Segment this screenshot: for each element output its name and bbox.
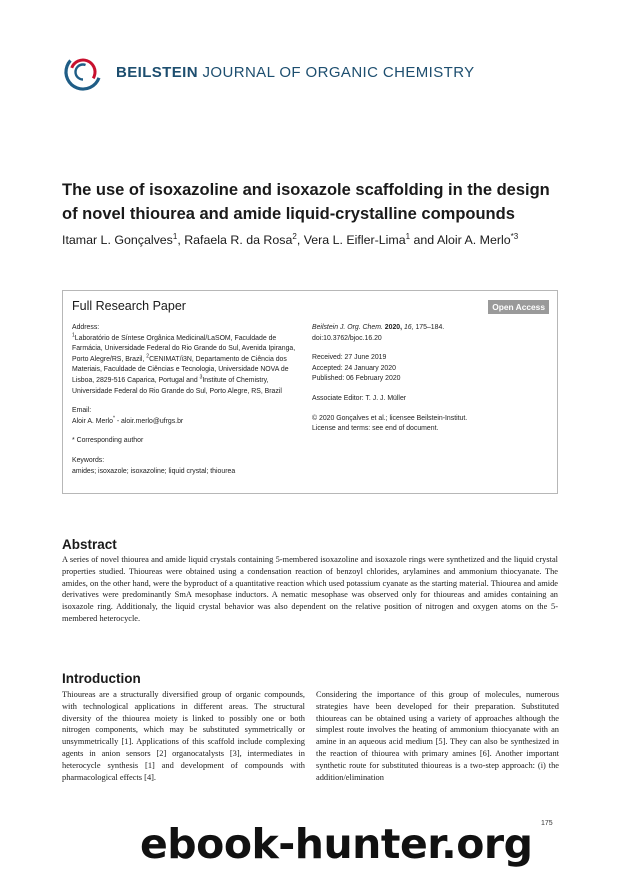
introduction-heading: Introduction bbox=[62, 671, 141, 686]
copyright-line: © 2020 Gonçalves et al.; licensee Beilstein-Institut. bbox=[312, 414, 468, 422]
citation-volume: 16, bbox=[403, 324, 414, 331]
affiliation-text: Laboratório de Síntese Orgânica Medicinal/LaSOM, Faculdade de Farmácia, Universidade Federal do Rio Grande do Sul, Avenida Ipiranga, Porto Alegre/RS, Brazil, bbox=[72, 334, 296, 363]
author-affiliation: 1 bbox=[405, 231, 411, 241]
article-info-box bbox=[62, 290, 558, 494]
accepted-date: Accepted: 24 January 2020 bbox=[312, 364, 396, 372]
author-affiliation: *3 bbox=[510, 231, 519, 241]
watermark: ebook-hunter.org bbox=[140, 820, 533, 868]
journal-name-rest: JOURNAL OF ORGANIC CHEMISTRY bbox=[197, 63, 475, 81]
author-affiliation: 2 bbox=[292, 231, 297, 241]
citation-pages: 175–184. bbox=[415, 324, 445, 331]
keywords-label: Keywords: bbox=[72, 456, 105, 464]
abstract-heading: Abstract bbox=[62, 537, 117, 552]
affiliation-text: Institute of Chemistry, Universidade Federal do Rio Grande do Sul, Porto Alegre, RS, Brazil bbox=[72, 376, 282, 395]
affiliation-number: 2 bbox=[146, 353, 150, 360]
author-separator: and bbox=[410, 233, 437, 247]
page-number: 175 bbox=[541, 820, 553, 827]
affiliation-text: CENIMAT/i3N, Departamento de Ciência dos Materiais, Faculdade de Ciências e Tecnologia, Universidade NOVA de Lisboa, 2829-516 Caparica, Portugal and bbox=[72, 355, 289, 384]
journal-name bbox=[116, 64, 475, 81]
keywords-list: amides; isoxazole; isoxazoline; liquid crystal; thiourea bbox=[72, 467, 236, 475]
author-name: Vera L. Eifler-Lima bbox=[303, 233, 406, 247]
license-line: License and terms: see end of document. bbox=[312, 425, 439, 433]
author-separator: , bbox=[296, 233, 304, 247]
affiliation-number: 1 bbox=[72, 332, 75, 339]
email-label: Email: bbox=[72, 407, 92, 415]
address-text bbox=[72, 334, 307, 398]
affiliation-number: 3 bbox=[199, 374, 203, 381]
associate-editor: Associate Editor: T. J. J. Müller bbox=[312, 394, 407, 402]
article-type-heading: Full Research Paper bbox=[72, 299, 186, 313]
email-address-link[interactable]: - aloir.merlo@ufrgs.br bbox=[114, 417, 184, 425]
introduction-column-right: Considering the importance of this group of molecules, numerous strategies have been developed for their preparation. Substituted thioureas can be obtained using a variety of approaches although the simplest route involves the heating of ammonium thiocyanate with an amine in an aqueous acid medium [5]. They can also be synthesized in the reaction of thiourea with primary amines [6]. Another important synthetic route for substituted thioureas is a two-step approach: (i) the addition/elimination bbox=[316, 690, 559, 782]
email-author: Aloir A. Merlo bbox=[72, 417, 113, 425]
doi-link[interactable]: doi:10.3762/bjoc.16.20 bbox=[312, 334, 382, 342]
citation-journal: Beilstein J. Org. Chem. bbox=[312, 324, 383, 331]
address-label: Address: bbox=[72, 324, 100, 331]
paper-title: The use of isoxazoline and isoxazole scaffolding in the design of novel thiourea and amide liquid-crystalline compounds bbox=[62, 181, 550, 223]
journal-logo-icon bbox=[62, 51, 104, 93]
citation-year: 2020, bbox=[384, 324, 403, 331]
journal-name-bold: BEILSTEIN bbox=[116, 63, 198, 81]
received-date: Received: 27 June 2019 bbox=[312, 354, 387, 362]
citation-line bbox=[312, 323, 552, 334]
published-date: Published: 06 February 2020 bbox=[312, 375, 401, 383]
article-info-right bbox=[312, 323, 552, 435]
corresponding-note: * Corresponding author bbox=[72, 437, 144, 445]
author-list bbox=[62, 233, 582, 247]
author-name: Itamar L. Gonçalves bbox=[62, 233, 173, 247]
article-info-left bbox=[72, 323, 307, 477]
introduction-column-left: Thioureas are a structurally diversified group of organic compounds, with technological applications in different areas. The structural diversity of the thiourea moiety is linked to possibly one or both nitrogen components, which may be substituted symmetrically or unsymmetrically [1]. Applications of this scaffold include complexing agents in anion sensors [2] organocatalysts [3], intermediates in heterocycle synthesis [1] and development of compounds with pharmacological effects [4]. bbox=[62, 690, 305, 782]
author-affiliation: 1 bbox=[172, 231, 178, 241]
journal-header bbox=[62, 50, 475, 94]
author-separator: , bbox=[177, 233, 185, 247]
email-line bbox=[72, 417, 307, 428]
abstract-text: A series of novel thiourea and amide liquid crystals containing 5-membered isoxazoline and isoxazole rings were synthetized and the liquid crystal properties studied. Thioureas were obtained using a condensation reaction of benzoyl chlorides, arylamines and ammonium thiocyanate. The amides, on the other hand, were the byproduct of a quantitative reaction which used potassium cyanate as the starting material. Thiourea and amide derivatives were predominantly SmA mesophase inductors. A nematic mesophase was observed only for thioureas and amides containing an isoxazole ring. Additionaly, the liquid crystal behavior was also dependent on the relative position of nitrogen and oxygen atoms on the 5-membered heterocycle. bbox=[62, 555, 558, 623]
open-access-badge: Open Access bbox=[488, 300, 549, 314]
email-star: * bbox=[112, 415, 115, 422]
author-name: Aloir A. Merlo bbox=[436, 233, 511, 247]
author-name: Rafaela R. da Rosa bbox=[184, 233, 293, 247]
